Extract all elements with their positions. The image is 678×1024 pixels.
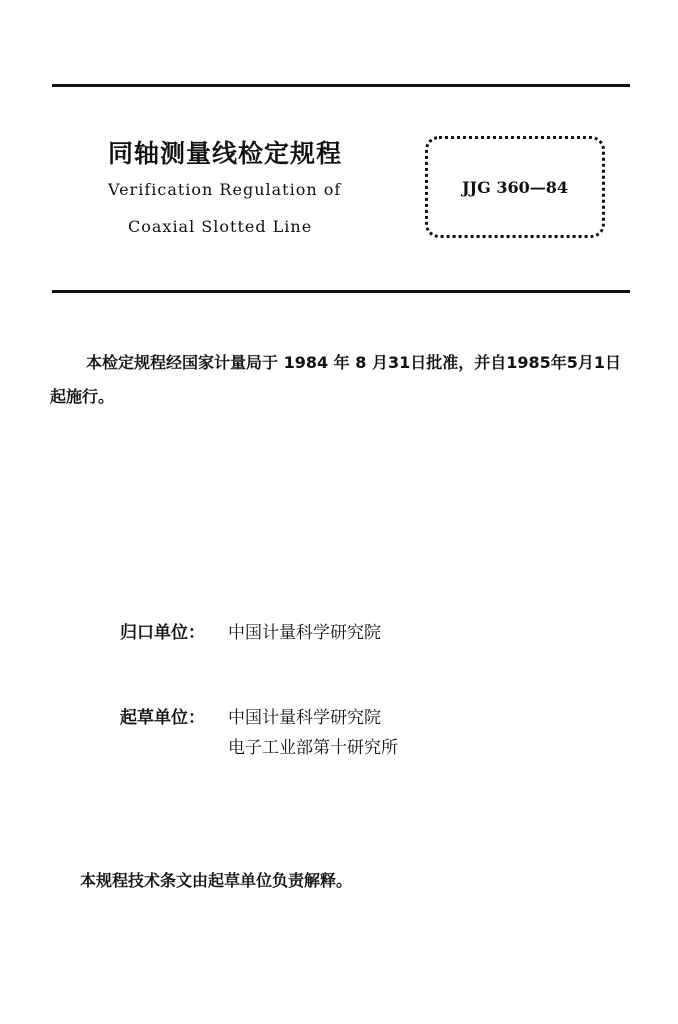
regulation-code-box — [425, 136, 605, 238]
top-rule — [52, 84, 630, 87]
drafting-unit-name-2: 电子工业部第十研究所 — [228, 738, 398, 758]
approval-statement: 本检定规程经国家计量局于 1984 年 8 月31日批准，并自1985年5月1日起施行。 — [50, 353, 622, 406]
drafting-unit-values — [228, 703, 398, 763]
interpretation-note: 本规程技术条文由起草单位负责解释。 — [80, 871, 353, 890]
responsible-unit-name: 中国计量科学研究院 — [228, 623, 381, 643]
document-title-chinese: 同轴测量线检定规程 — [108, 139, 343, 168]
document-title-english-line1: Verification Regulation of — [108, 180, 342, 199]
document-title-english-line2: Coaxial Slotted Line — [128, 217, 313, 236]
bottom-rule — [52, 290, 630, 293]
regulation-code: JJG 360—84 — [461, 178, 569, 197]
drafting-unit-name-1: 中国计量科学研究院 — [228, 708, 381, 728]
responsible-unit-label: 归口单位： — [120, 623, 205, 643]
responsible-unit-values — [228, 618, 381, 648]
drafting-unit-label: 起草单位： — [120, 708, 205, 728]
